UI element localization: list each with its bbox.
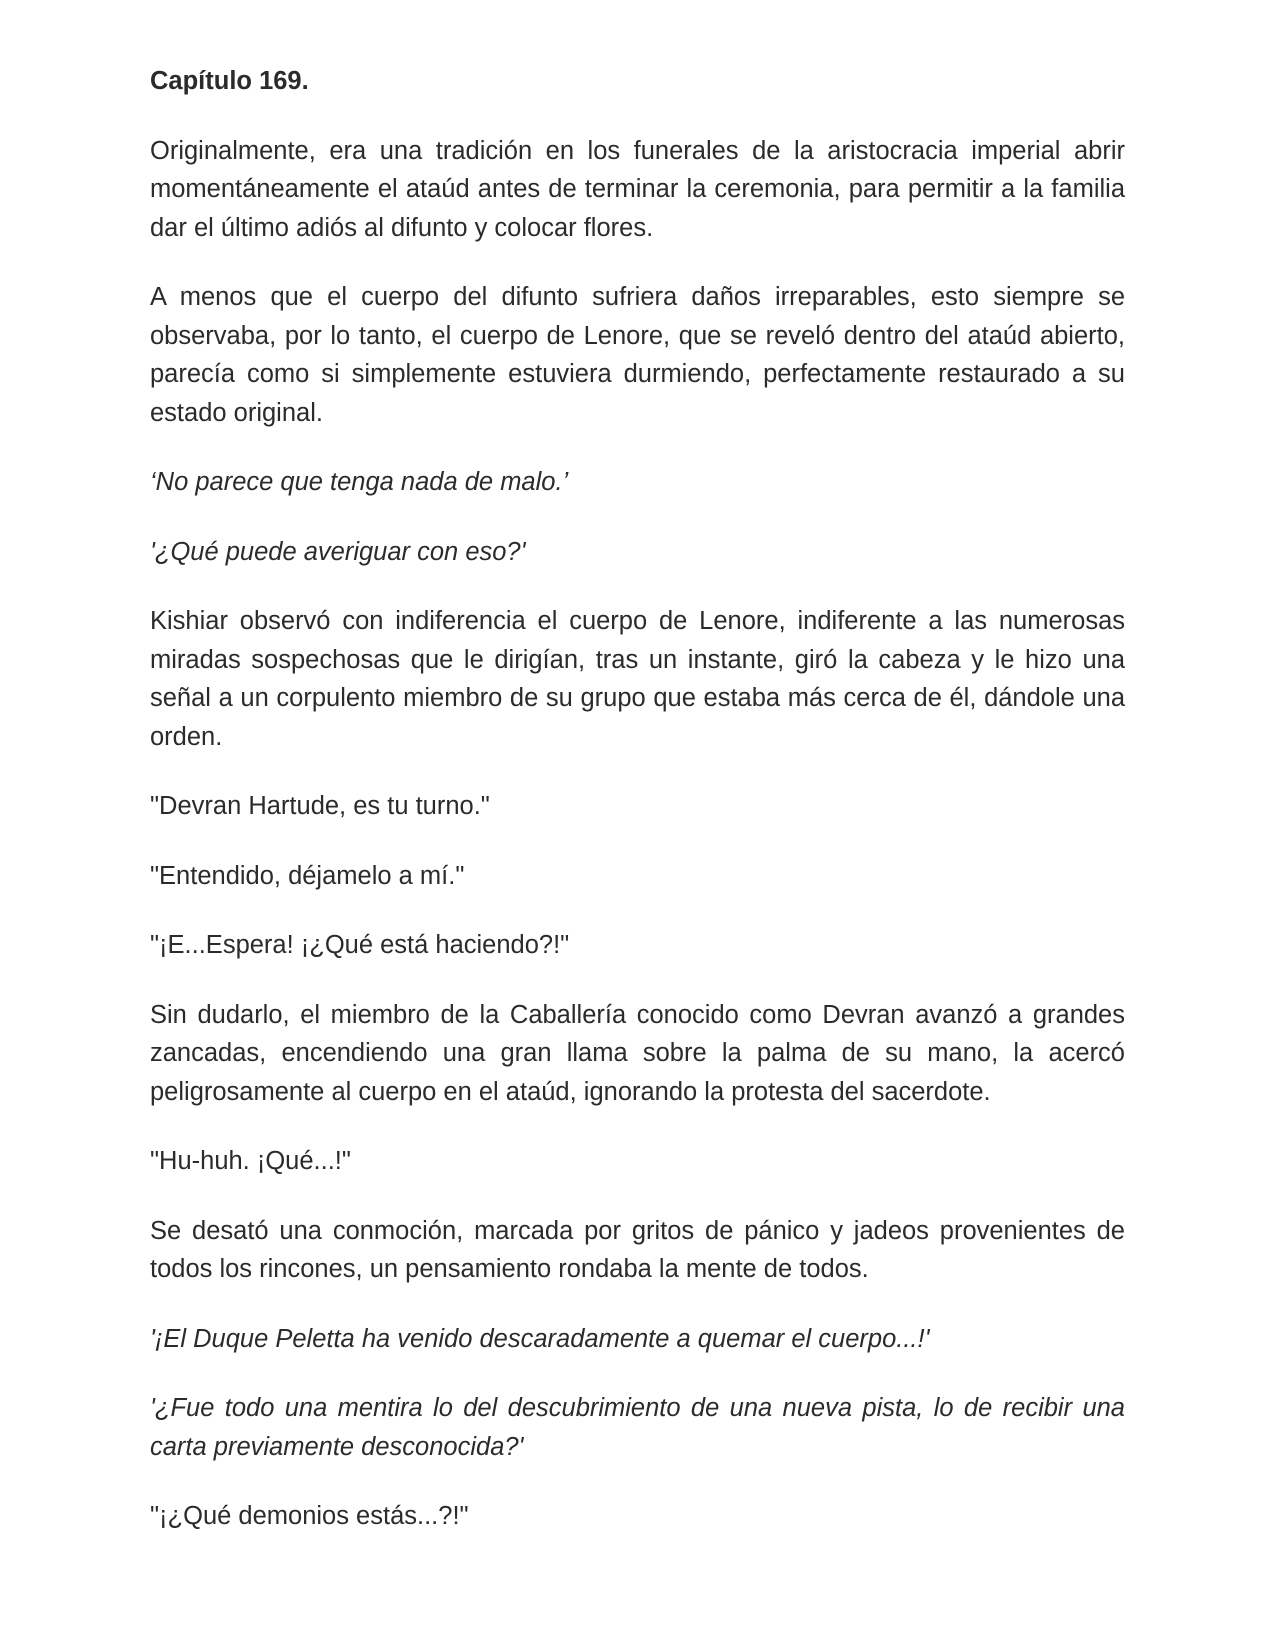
- paragraph: '¿Qué puede averiguar con eso?': [150, 537, 526, 566]
- paragraph: A menos que el cuerpo del difunto sufriera daños irreparables, esto siempre se observaba, por lo tanto, el cuerpo de Lenore, que se reveló dentro del ataúd abierto, parecía como si simplemente estuviera durmiendo, perfectamente restaurado a su estado original.: [150, 283, 1125, 427]
- paragraph: "¡¿Qué demonios estás...?!": [150, 1502, 469, 1530]
- paragraph: "Entendido, déjamelo a mí.": [150, 861, 465, 890]
- paragraph: ‘No parece que tenga nada de malo.’: [150, 468, 569, 496]
- paragraph: Se desató una conmoción, marcada por gritos de pánico y jadeos provenientes de todos los rincones, un pensamiento rondaba la mente de todos.: [150, 1216, 1125, 1283]
- paragraph: Originalmente, era una tradición en los funerales de la aristocracia imperial abrir momentáneamente el ataúd antes de terminar la ceremonia, para permitir a la familia dar el último adiós al difunto y colocar flores.: [150, 136, 1125, 242]
- chapter-title: Capítulo 169.: [150, 67, 309, 95]
- paragraph-list: [150, 132, 1125, 1536]
- document-page: [150, 62, 1125, 1536]
- paragraph: "Devran Hartude, es tu turno.": [150, 792, 490, 820]
- paragraph: '¿Fue todo una mentira lo del descubrimiento de una nueva pista, lo de recibir una carta previamente desconocida?': [150, 1394, 1125, 1461]
- paragraph: Sin dudarlo, el miembro de la Caballería conocido como Devran avanzó a grandes zancadas, encendiendo una gran llama sobre la palma de su mano, la acercó peligrosamente al cuerpo en el ataúd, ignorando la protesta del sacerdote.: [150, 1000, 1125, 1106]
- paragraph: "Hu-huh. ¡Qué...!": [150, 1147, 351, 1175]
- paragraph: "¡E...Espera! ¡¿Qué está haciendo?!": [150, 931, 570, 959]
- paragraph: Kishiar observó con indiferencia el cuerpo de Lenore, indiferente a las numerosas miradas sospechosas que le dirigían, tras un instante, giró la cabeza y le hizo una señal a un corpulento miembro de su grupo que estaba más cerca de él, dándole una orden.: [150, 607, 1125, 751]
- paragraph: '¡El Duque Peletta ha venido descaradamente a quemar el cuerpo...!': [150, 1324, 930, 1353]
